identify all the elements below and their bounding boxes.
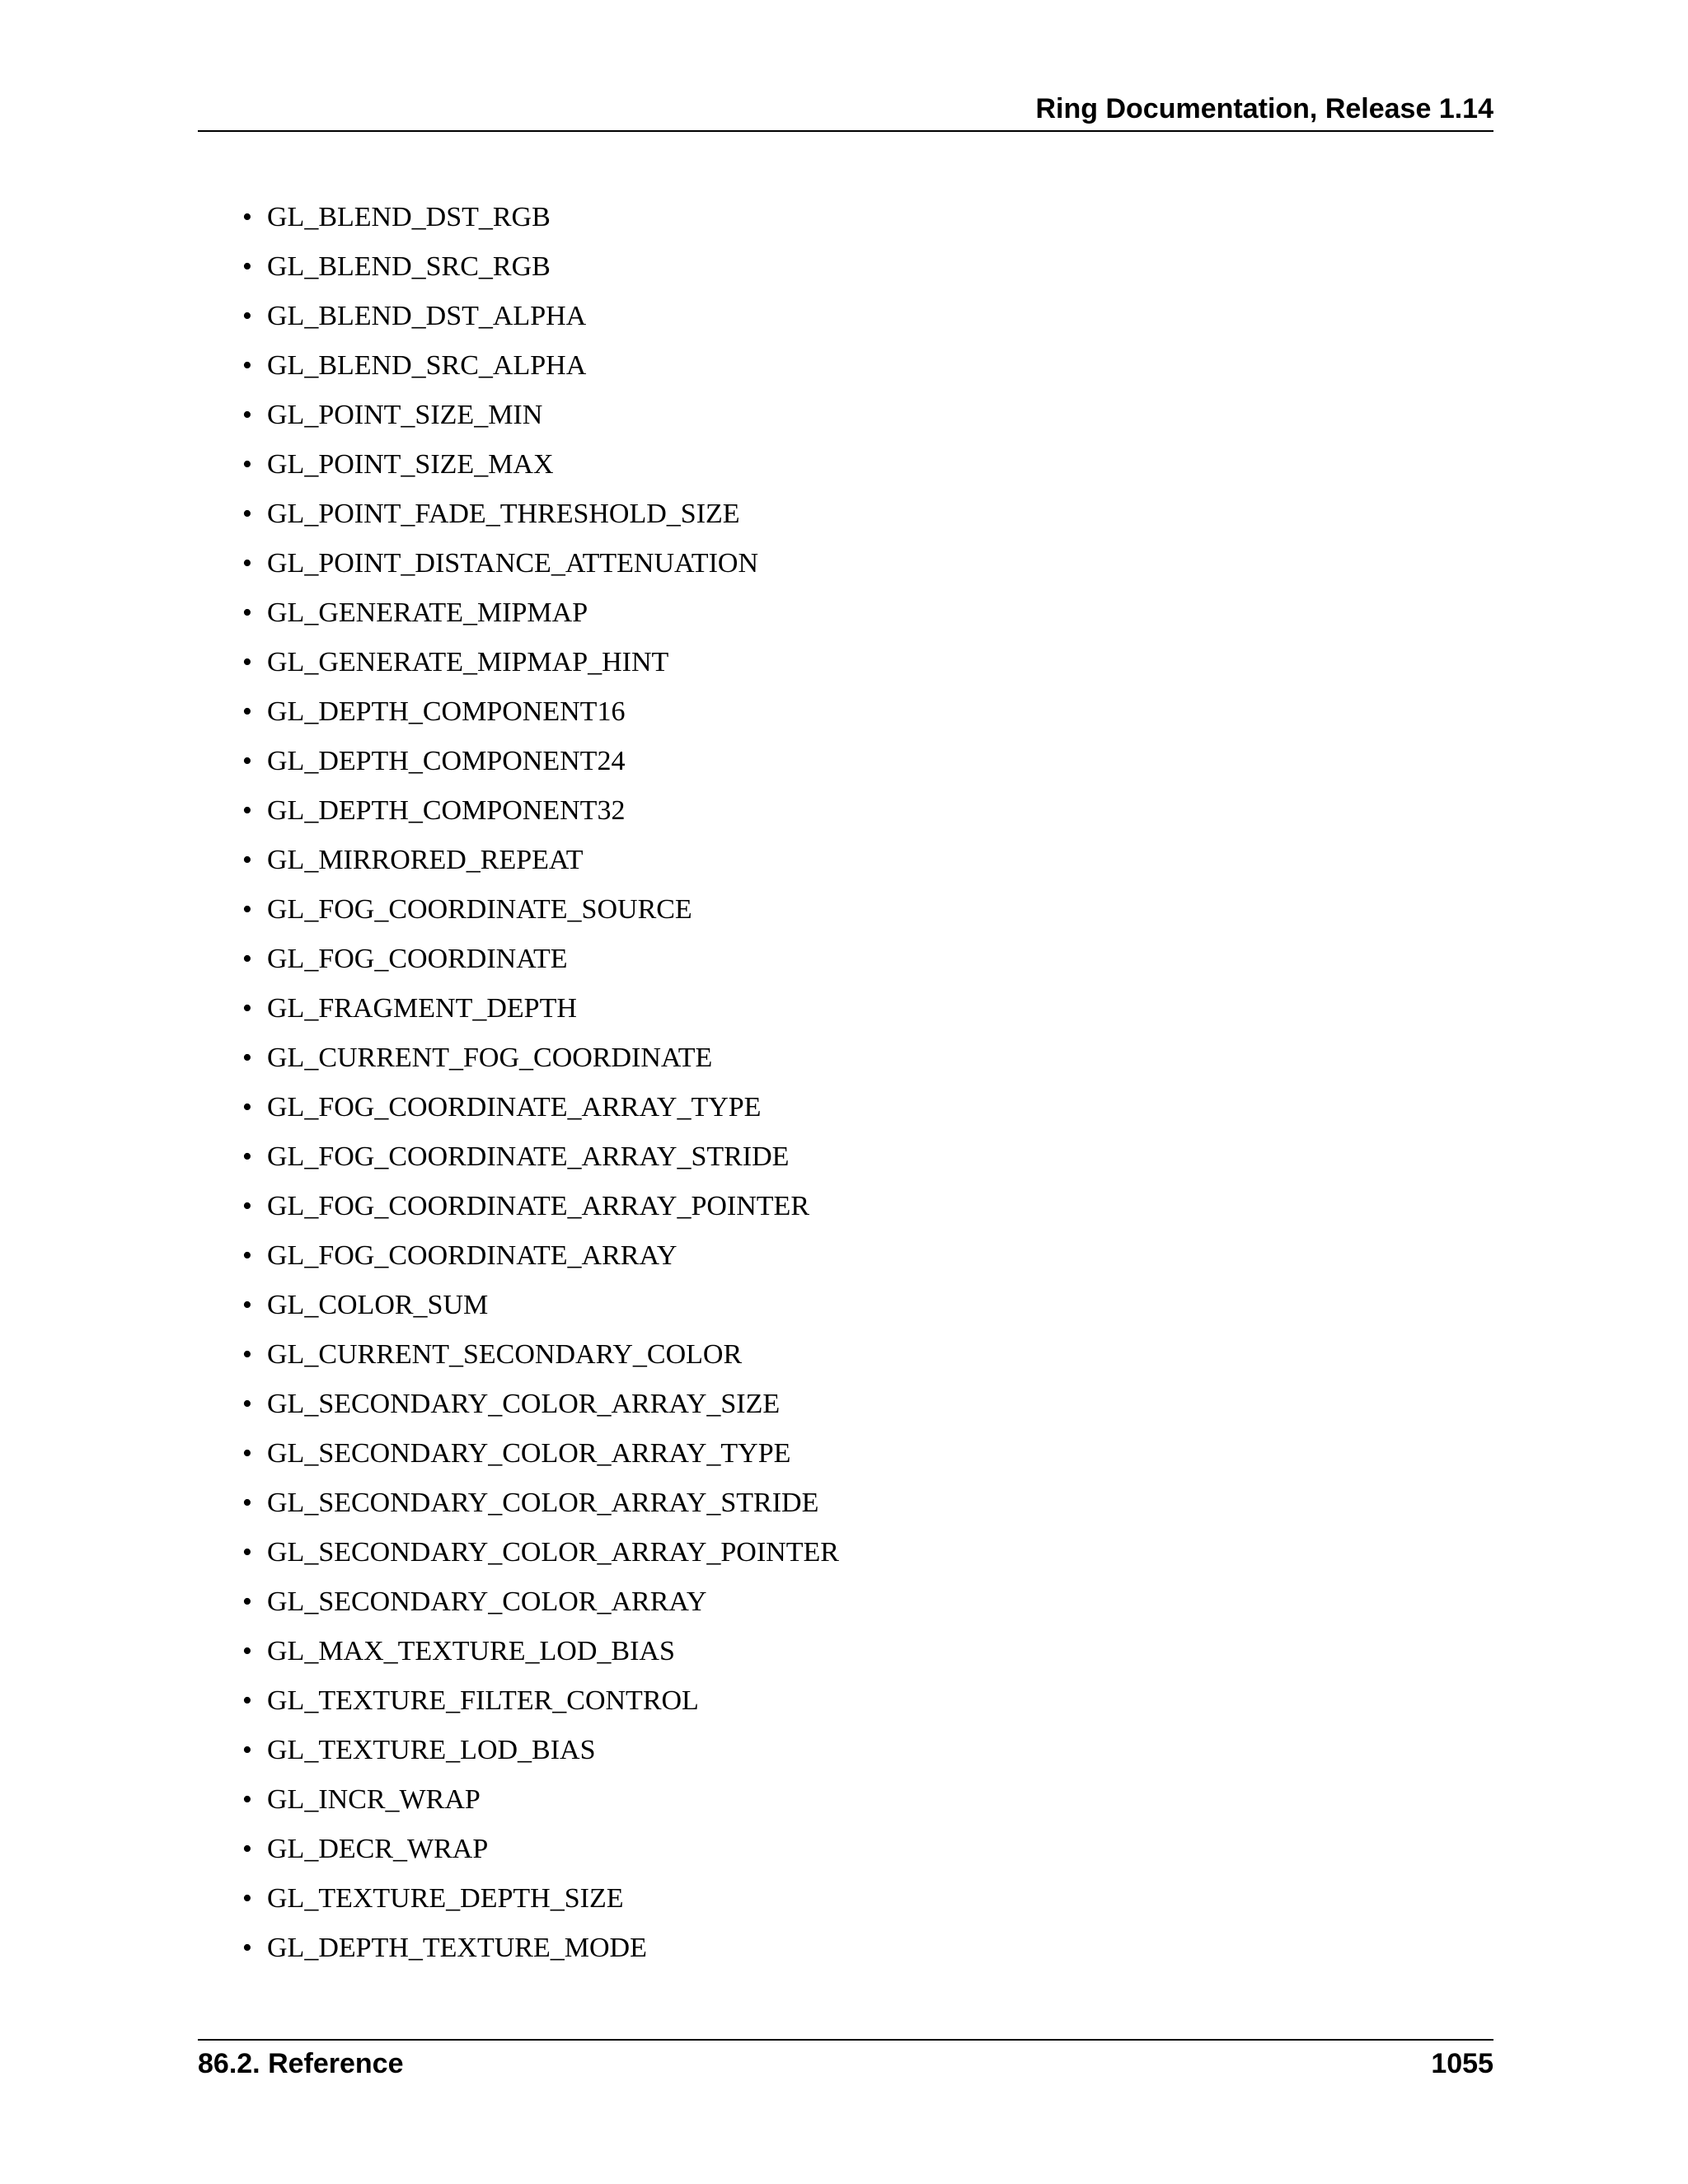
bullet-icon: • (242, 1636, 252, 1666)
bullet-icon: • (242, 301, 252, 331)
bullet-icon: • (242, 1834, 252, 1864)
bullet-icon: • (242, 993, 252, 1024)
constant-name: GL_BLEND_DST_ALPHA (267, 301, 587, 331)
constant-name: GL_BLEND_DST_RGB (267, 202, 551, 232)
bullet-icon: • (242, 400, 252, 430)
page-header (198, 92, 1493, 132)
bullet-icon: • (242, 944, 252, 974)
bullet-icon: • (242, 845, 252, 875)
bullet-icon: • (242, 1438, 252, 1469)
constant-name: GL_FOG_COORDINATE_ARRAY_POINTER (267, 1191, 810, 1221)
bullet-icon: • (242, 251, 252, 282)
bullet-icon: • (242, 1685, 252, 1716)
bullet-icon: • (242, 1735, 252, 1765)
constant-name: GL_DEPTH_COMPONENT32 (267, 795, 626, 826)
constant-name: GL_SECONDARY_COLOR_ARRAY_STRIDE (267, 1488, 819, 1518)
constant-name: GL_CURRENT_FOG_COORDINATE (267, 1043, 713, 1073)
bullet-icon: • (242, 1191, 252, 1221)
constant-name: GL_DEPTH_COMPONENT24 (267, 746, 626, 776)
document-title: Ring Documentation, Release 1.14 (1035, 93, 1493, 124)
page-footer (198, 2039, 1493, 2079)
bullet-icon: • (242, 1092, 252, 1122)
constant-name: GL_DEPTH_COMPONENT16 (267, 696, 626, 727)
constant-name: GL_FOG_COORDINATE_ARRAY (267, 1240, 678, 1271)
constant-name: GL_INCR_WRAP (267, 1784, 481, 1815)
constant-name: GL_DECR_WRAP (267, 1834, 489, 1864)
bullet-icon: • (242, 202, 252, 232)
constant-name: GL_SECONDARY_COLOR_ARRAY_POINTER (267, 1537, 839, 1568)
bullet-icon: • (242, 598, 252, 628)
page-number: 1055 (1431, 2048, 1493, 2079)
constant-name: GL_FOG_COORDINATE_SOURCE (267, 894, 692, 925)
constant-name: GL_BLEND_SRC_RGB (267, 251, 551, 282)
bullet-icon: • (242, 1784, 252, 1815)
constant-name: GL_MIRRORED_REPEAT (267, 845, 584, 875)
constant-name: GL_FOG_COORDINATE (267, 944, 568, 974)
bullet-icon: • (242, 894, 252, 925)
bullet-icon: • (242, 1290, 252, 1320)
constant-name: GL_SECONDARY_COLOR_ARRAY_TYPE (267, 1438, 791, 1469)
bullet-icon: • (242, 548, 252, 579)
constant-name: GL_SECONDARY_COLOR_ARRAY (267, 1586, 707, 1617)
bullet-icon: • (242, 1339, 252, 1370)
bullet-icon: • (242, 350, 252, 381)
constant-name: GL_TEXTURE_LOD_BIAS (267, 1735, 596, 1765)
constant-name: GL_FRAGMENT_DEPTH (267, 993, 577, 1024)
constant-name: GL_MAX_TEXTURE_LOD_BIAS (267, 1636, 675, 1666)
bullet-icon: • (242, 647, 252, 677)
constant-name: GL_POINT_SIZE_MAX (267, 449, 554, 480)
bullet-icon: • (242, 1240, 252, 1271)
constant-name: GL_FOG_COORDINATE_ARRAY_STRIDE (267, 1141, 790, 1172)
bullet-icon: • (242, 1389, 252, 1419)
constant-name: GL_DEPTH_TEXTURE_MODE (267, 1933, 647, 1963)
constant-name: GL_BLEND_SRC_ALPHA (267, 350, 587, 381)
bullet-icon: • (242, 1141, 252, 1172)
constant-name: GL_FOG_COORDINATE_ARRAY_TYPE (267, 1092, 762, 1122)
bullet-icon: • (242, 499, 252, 529)
constant-name: GL_TEXTURE_DEPTH_SIZE (267, 1883, 624, 1914)
constant-name: GL_POINT_FADE_THRESHOLD_SIZE (267, 499, 740, 529)
constant-name: GL_POINT_SIZE_MIN (267, 400, 543, 430)
bullet-icon: • (242, 795, 252, 826)
bullet-icon: • (242, 696, 252, 727)
constant-name: GL_GENERATE_MIPMAP_HINT (267, 647, 669, 677)
bullet-icon: • (242, 1537, 252, 1568)
constant-name: GL_SECONDARY_COLOR_ARRAY_SIZE (267, 1389, 781, 1419)
bullet-icon: • (242, 449, 252, 480)
constant-name: GL_POINT_DISTANCE_ATTENUATION (267, 548, 758, 579)
bullet-icon: • (242, 746, 252, 776)
bullet-icon: • (242, 1586, 252, 1617)
bullet-icon: • (242, 1488, 252, 1518)
constant-name: GL_GENERATE_MIPMAP (267, 598, 588, 628)
constant-name: GL_TEXTURE_FILTER_CONTROL (267, 1685, 699, 1716)
constant-name: GL_CURRENT_SECONDARY_COLOR (267, 1339, 743, 1370)
bullet-icon: • (242, 1043, 252, 1073)
constant-name: GL_COLOR_SUM (267, 1290, 489, 1320)
section-title: 86.2. Reference (198, 2048, 404, 2079)
bullet-icon: • (242, 1883, 252, 1914)
bullet-icon: • (242, 1933, 252, 1963)
